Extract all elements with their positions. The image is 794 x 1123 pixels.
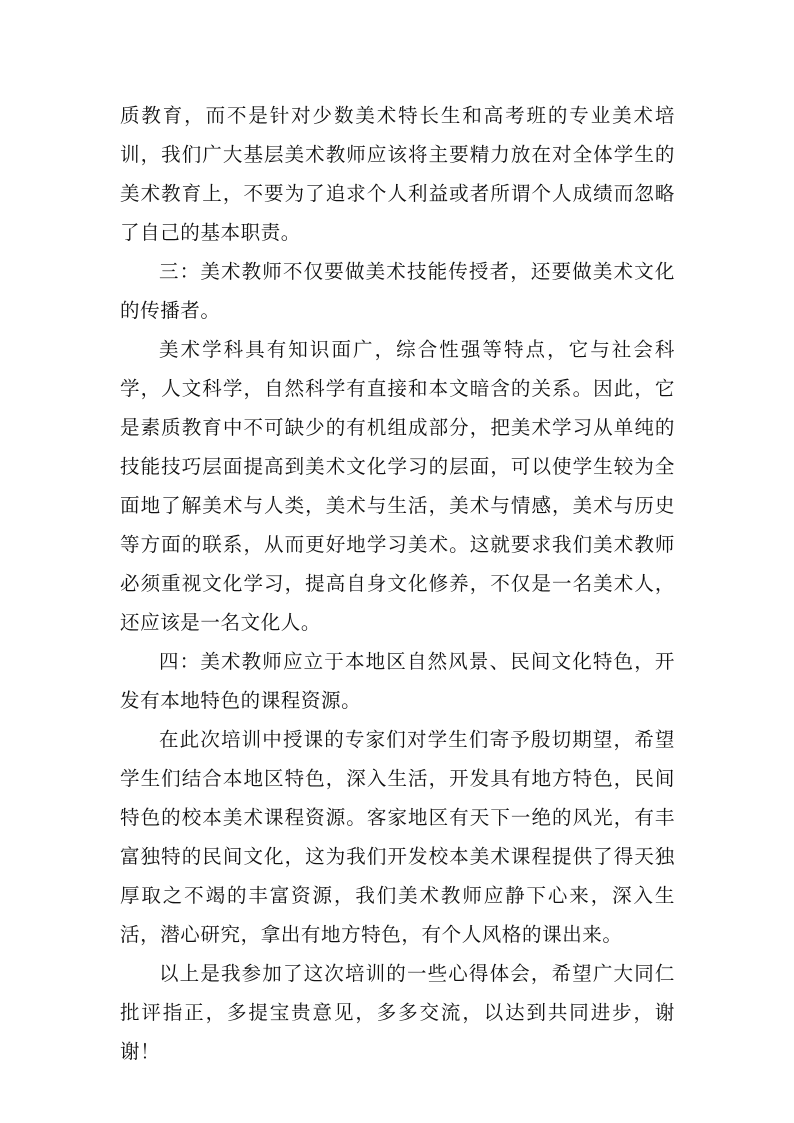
section-heading-four: 四：美术教师应立于本地区自然风景、民间文化特色，开发有本地特色的课程资源。 (120, 650, 675, 712)
paragraph-conclusion: 以上是我参加了这次培训的一些心得体会，希望广大同仁批评指正，多提宝贵意见，多多交流，以达到共同进步，谢谢！ (120, 962, 675, 1063)
paragraph-local-resources: 在此次培训中授课的专家们对学生们寄予殷切期望，希望学生们结合本地区特色，深入生活，开发具有地方特色，民间特色的校本美术课程资源。客家地区有天下一绝的风光，有丰富独特的民间文化，这为我们开发校本美术课程提供了得天独厚取之不竭的丰富资源，我们美术教师应静下心来，深入生活，潜心研究，拿出有地方特色，有个人风格的课出来。 (120, 728, 675, 946)
document-body (120, 96, 675, 1071)
paragraph-continuation: 质教育，而不是针对少数美术特长生和高考班的专业美术培训，我们广大基层美术教师应该将主要精力放在对全体学生的美术教育上，不要为了追求个人利益或者所谓个人成绩而忽略了自己的基本职责。 (120, 104, 675, 244)
paragraph-art-culture: 美术学科具有知识面广，综合性强等特点，它与社会科学，人文科学，自然科学有直接和本文暗含的关系。因此，它是素质教育中不可缺少的有机组成部分，把美术学习从单纯的技能技巧层面提高到美术文化学习的层面，可以使学生较为全面地了解美术与人类，美术与生活，美术与情感，美术与历史等方面的联系，从而更好地学习美术。这就要求我们美术教师必须重视文化学习，提高自身文化修养，不仅是一名美术人，还应该是一名文化人。 (120, 338, 675, 634)
section-heading-three: 三：美术教师不仅要做美术技能传授者，还要做美术文化的传播者。 (120, 260, 675, 322)
